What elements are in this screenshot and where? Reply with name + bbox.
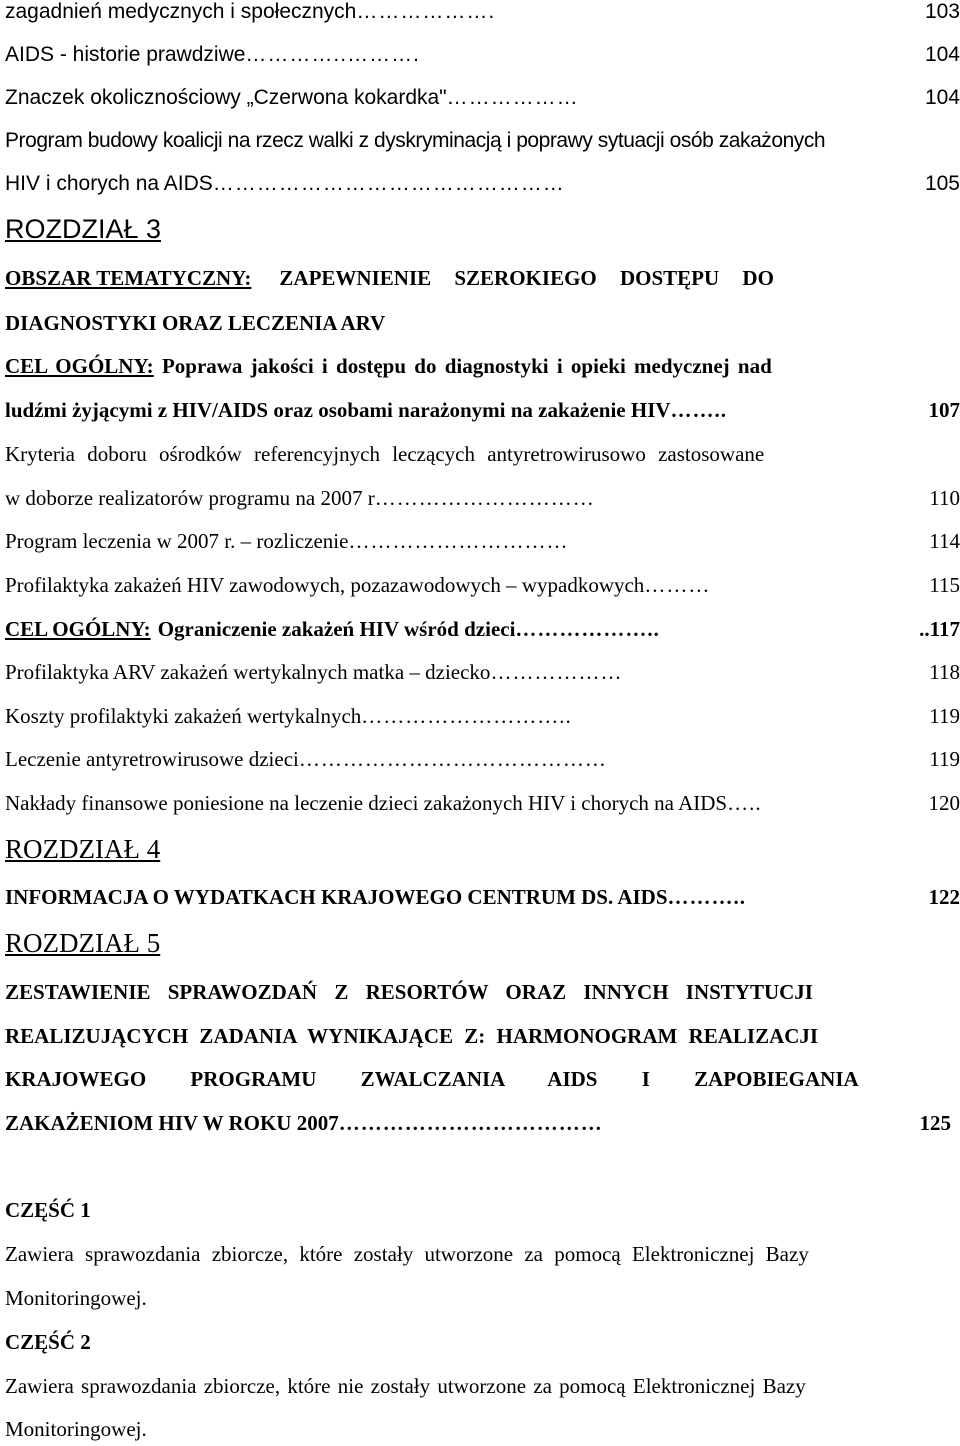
- toc-dots: …..: [727, 791, 762, 815]
- toc-entry[interactable]: [5, 573, 960, 598]
- toc-entry[interactable]: [5, 747, 960, 772]
- toc-entry[interactable]: [5, 486, 960, 511]
- toc-entry-text: w doborze realizatorów programu na 2007 r: [5, 486, 375, 510]
- chapter-heading[interactable]: ROZDZIAŁ 5: [5, 928, 161, 958]
- toc-entry-text: ludźmi żyjącymi z HIV/AIDS oraz osobami narażonymi na zakażenie HIV: [5, 398, 671, 422]
- part-description: Monitoringowej.: [5, 1286, 147, 1310]
- toc-dots: …………..……….: [245, 43, 420, 66]
- toc-entry[interactable]: [5, 791, 960, 816]
- section-title-text: ZAPEWNIENIE SZEROKIEGO DOSTĘPU DO: [279, 266, 774, 290]
- chapter-heading[interactable]: ROZDZIAŁ 3: [5, 214, 162, 244]
- toc-page-number: 105: [924, 172, 960, 195]
- toc-entry-text: Profilaktyka ARV zakażeń wertykalnych matka – dziecko: [5, 660, 491, 684]
- section-title-cont: DIAGNOSTYKI ORAZ LECZENIA ARV: [5, 311, 386, 335]
- toc-entry-text: Leczenie antyretrowirusowe dzieci: [5, 747, 299, 771]
- part-description: Zawiera sprawozdania zbiorcze, które zostały utworzone za pomocą Elektronicznej Bazy: [5, 1242, 809, 1266]
- toc-page-number: 104: [924, 43, 960, 66]
- toc-dots: …………………………: [374, 486, 595, 510]
- toc-dots: ………………: [446, 86, 579, 109]
- toc-dots: ………: [644, 573, 711, 597]
- toc-dots: …………………………: [348, 529, 569, 553]
- toc-dots: …………………………………………: [212, 172, 565, 195]
- toc-dots: ……..: [670, 398, 728, 422]
- toc-page-number: 104: [924, 86, 960, 109]
- part-label: CZĘŚĆ 2: [5, 1330, 91, 1354]
- toc-entry-text: Profilaktyka zakażeń HIV zawodowych, pozazawodowych – wypadkowych: [5, 573, 645, 597]
- part-heading: [5, 1330, 960, 1355]
- toc-page-number: 119: [929, 747, 960, 771]
- part-heading: [5, 1198, 960, 1223]
- toc-entry-text: AIDS - historie prawdziwe: [5, 43, 246, 66]
- toc-page-number: 119: [929, 704, 960, 728]
- toc-entry-text: zagadnień medycznych i społecznych: [5, 0, 357, 23]
- toc-entry[interactable]: [5, 529, 960, 554]
- toc-entry[interactable]: [5, 398, 960, 423]
- toc-page-number: 114: [929, 529, 960, 553]
- section-title: ZESTAWIENIE SPRAWOZDAŃ Z RESORTÓW ORAZ INNYCH INSTYTUCJI: [5, 980, 813, 1004]
- goal-label: CEL OGÓLNY:: [5, 354, 154, 378]
- toc-entry-text[interactable]: Kryteria doboru ośrodków referencyjnych leczących antyretrowirusowo zastosowane: [5, 442, 765, 466]
- toc-dots: ……………………………………: [298, 747, 607, 771]
- toc-page-number: 115: [929, 573, 960, 597]
- toc-dots: ………………………..: [361, 704, 572, 728]
- toc-page-number: 118: [929, 660, 960, 684]
- toc-page-number: 122: [928, 885, 960, 909]
- toc-entry-text: Znaczek okolicznościowy „Czerwona kokardka": [5, 86, 447, 109]
- toc-dots: ………………: [490, 660, 623, 684]
- goal-heading: [5, 354, 960, 379]
- part-description: Zawiera sprawozdania zbiorcze, które nie zostały utworzone za pomocą Elektronicznej Bazy: [5, 1374, 806, 1398]
- section-label: OBSZAR TEMATYCZNY:: [5, 266, 252, 290]
- toc-entry[interactable]: [5, 0, 960, 24]
- goal-label: CEL OGÓLNY:: [5, 617, 151, 641]
- toc-page-number: 103: [924, 0, 960, 23]
- section-heading: [5, 266, 960, 291]
- toc-entry-text: ZAKAŻENIOM HIV W ROKU 2007: [5, 1111, 339, 1135]
- toc-page-number: 107: [928, 398, 960, 422]
- toc-entry-text: INFORMACJA O WYDATKACH KRAJOWEGO CENTRUM DS. AIDS: [5, 885, 668, 909]
- toc-dots: ………………..: [515, 617, 660, 641]
- toc-entry-text: HIV i chorych na AIDS: [5, 172, 213, 195]
- toc-page-number: 120: [928, 791, 960, 815]
- toc-dots: ………………………………: [338, 1111, 603, 1135]
- chapter-heading[interactable]: ROZDZIAŁ 4: [5, 834, 161, 864]
- toc-dots: ………..: [667, 885, 747, 909]
- toc-entry[interactable]: [5, 43, 960, 67]
- toc-entry[interactable]: [5, 1111, 951, 1136]
- goal-heading[interactable]: [5, 617, 960, 642]
- toc-entry[interactable]: [5, 885, 960, 910]
- section-title: [279, 266, 960, 291]
- toc-page-number: 125: [919, 1111, 951, 1135]
- section-title-cont: REALIZUJĄCYCH ZADANIA WYNIKAJĄCE Z: HARMONOGRAM REALIZACJI: [5, 1024, 819, 1048]
- toc-entry[interactable]: [5, 172, 960, 196]
- toc-entry[interactable]: [5, 660, 960, 685]
- toc-page-number: ..117: [919, 617, 960, 641]
- part-label: CZĘŚĆ 1: [5, 1198, 91, 1222]
- toc-entry[interactable]: [5, 86, 960, 110]
- toc-entry[interactable]: [5, 704, 960, 729]
- toc-entry-text: Koszty profilaktyki zakażeń wertykalnych: [5, 704, 362, 728]
- section-title-cont: KRAJOWEGO PROGRAMU ZWALCZANIA AIDS I ZAPOBIEGANIA: [5, 1067, 859, 1091]
- goal-text: Ograniczenie zakażeń HIV wśród dzieci: [157, 617, 516, 641]
- toc-entry-text: Nakłady finansowe poniesione na leczenie dzieci zakażonych HIV i chorych na AIDS: [5, 791, 728, 815]
- toc-entry-text: Program leczenia w 2007 r. – rozliczenie: [5, 529, 349, 553]
- goal-text: Poprawa jakości i dostępu do diagnostyki i opieki medycznej nad: [161, 354, 772, 378]
- toc-page-number: 110: [929, 486, 960, 510]
- toc-dots: ……………….: [356, 0, 496, 23]
- toc-entry-text[interactable]: Program budowy koalicji na rzecz walki z dyskryminacją i poprawy sytuacji osób zakażonych: [5, 129, 826, 152]
- part-description: Monitoringowej.: [5, 1417, 147, 1441]
